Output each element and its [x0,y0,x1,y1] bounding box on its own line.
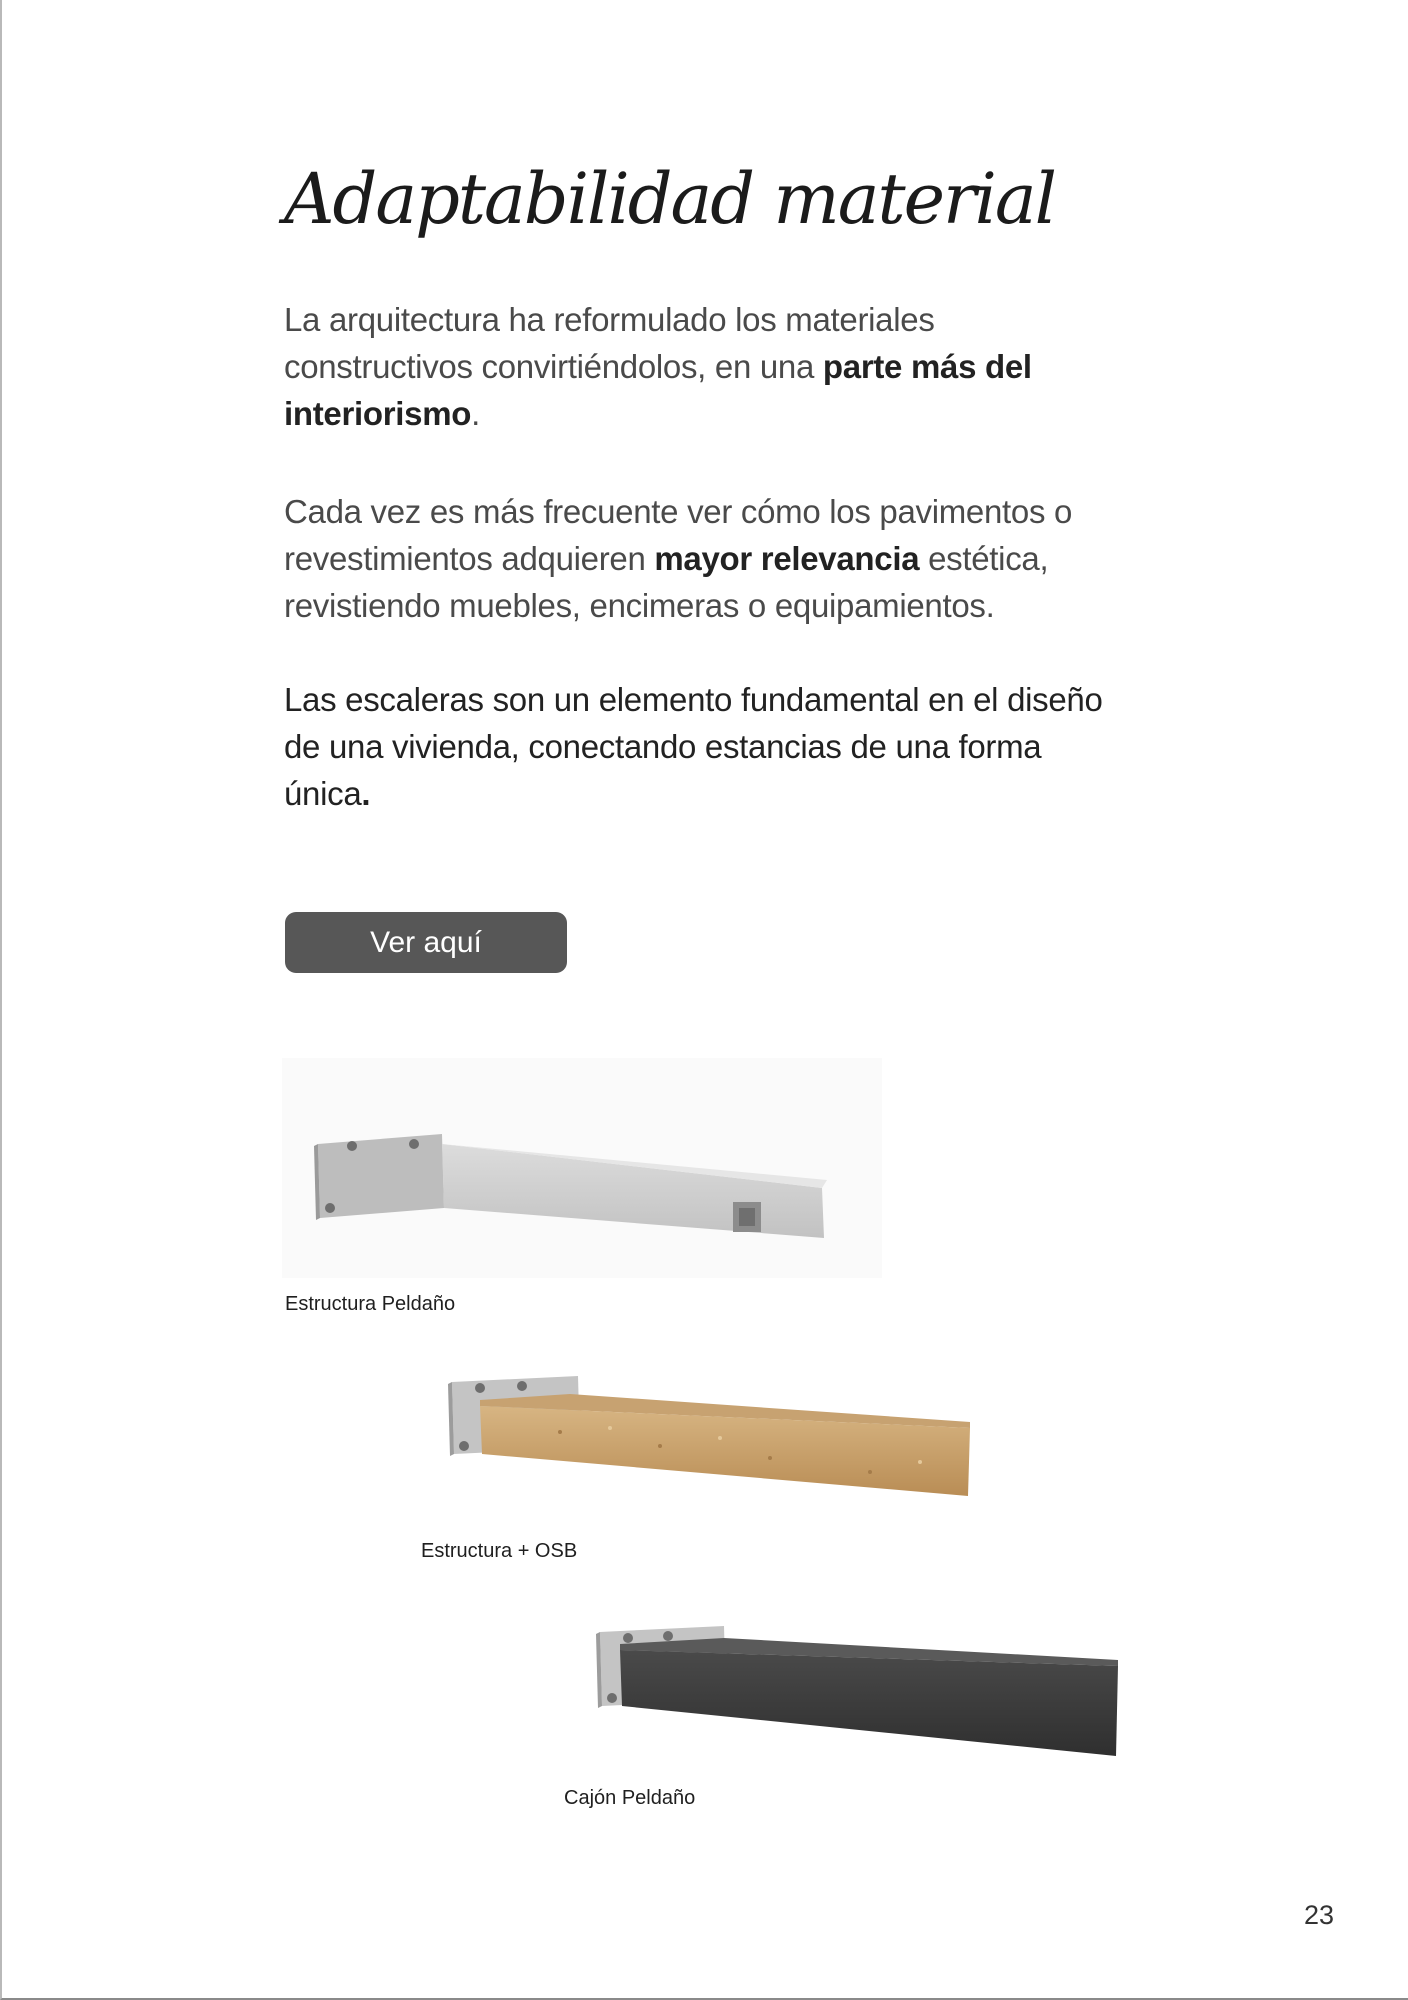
caption-estructura-peldano: Estructura Peldaño [285,1293,456,1315]
paragraph-materials-text-c: . [471,395,480,432]
paragraph-stairs [284,676,1104,817]
page-number: 23 [1304,1900,1335,1930]
paragraph-stairs-period: . [361,775,371,812]
caption-cajon-peldano: Cajón Peldaño [564,1787,696,1809]
paragraph-coverings [284,488,1104,629]
paragraph-coverings-text-a: Cada vez es más frecuente ver cómo los pavimentos o revestimientos adquieren [284,493,1073,577]
paragraph-materials-text-a: La arquitectura ha reformulado los materiales constructivos convirtiéndolos, en una [284,301,935,385]
paragraph-coverings-text-c: estética, revistiendo muebles, encimeras o equipamientos. [284,540,1049,624]
metal-step-structure-illustration [282,1058,882,1278]
page-title: Adaptabilidad material [284,158,1055,240]
dark-step-box-illustration [564,1612,1134,1782]
ver-aqui-button[interactable]: Ver aquí [285,912,567,973]
paragraph-coverings-highlight: mayor relevancia [654,540,920,577]
osb-step-illustration [440,1362,1000,1522]
product-image-estructura-peldano [282,1058,882,1278]
paragraph-stairs-text: Las escaleras son un elemento fundamental en el diseño de una vivienda, conectando estancias de una forma única [284,681,1103,812]
product-image-estructura-osb [440,1362,1000,1522]
caption-estructura-osb: Estructura + OSB [421,1540,578,1562]
paragraph-materials-highlight: parte más del interiorismo [284,348,1032,432]
product-image-cajon-peldano [564,1612,1134,1782]
paragraph-materials [284,296,1104,437]
